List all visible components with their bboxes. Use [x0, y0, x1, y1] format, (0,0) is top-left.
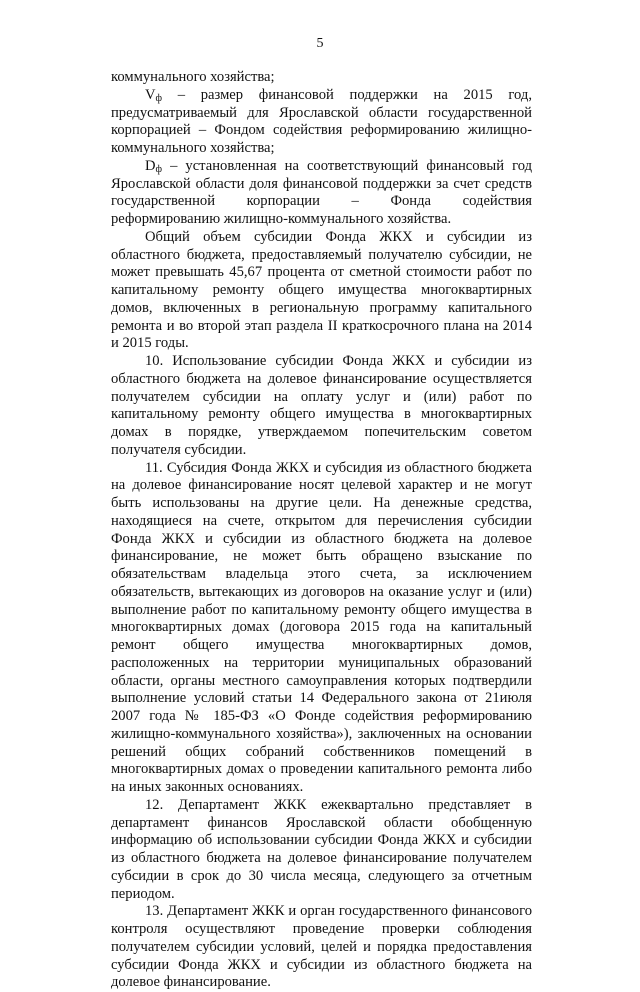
- paragraph-total-volume: [111, 229, 532, 353]
- paragraph-definition-d: [111, 158, 532, 229]
- paragraph-text: 12. Департамент ЖКК ежеквартально представляет в департамент финансов Ярославской области обобщенную информацию об использовании субсидии Фонда ЖКХ и субсидии из областного бюджета на долевое финансирование получателем субсидии в срок до 30 числа месяца, следующего за отчетным периодом.: [111, 796, 532, 902]
- paragraph-text: коммунального хозяйства;: [111, 69, 275, 85]
- paragraph-continuation: [111, 69, 532, 87]
- variable-subscript: ф: [155, 92, 163, 104]
- paragraph-text: – установленная на соответствующий финансовый год Ярославской области доля финансовой поддержки за счет средств государственной корпорации – Фонда содействия реформированию жилищно-коммунального хозяйства.: [111, 157, 532, 227]
- variable-subscript: ф: [155, 163, 163, 175]
- paragraph-text: 11. Субсидия Фонда ЖКХ и субсидия из областного бюджета на долевое финансирование носят целевой характер и не могут быть использованы на другие цели. На денежные средства, находящиеся на счете, открытом для перечисления субсидии Фонда ЖКХ и субсидии из областного бюджета на долевое финансирование, не может быть обращено взыскание по обязательствам владельца этого счета, за исключением обязательств, вытекающих из договоров на оказание услуг и (или) выполнение работ по капитальному ремонту общего имущества в многоквартирных домах (договора 2015 года на капитальный ремонт общего имущества многоквартирных домов, расположенных на территории муниципальных образований области, органы местного самоуправления которых подтвердили выполнение условий статьи 14 Федерального закона от 21июля 2007 года № 185-ФЗ «О Фонде содействия реформированию жилищно-коммунального хозяйства»), заключенных на основании решений общих собраний собственников помещений в многоквартирных домах о проведении капитального ремонта либо на иных законных основаниях.: [111, 459, 532, 795]
- paragraph-definition-v: [111, 87, 532, 158]
- paragraph-text: 13. Департамент ЖКК и орган государственного финансового контроля осуществляют проведение проверки соблюдения получателем субсидии условий, целей и порядка предоставления субсидии Фонда ЖКХ и субсидии из областного бюджета на долевое финансирование.: [111, 903, 532, 991]
- paragraph-text: 10. Использование субсидии Фонда ЖКХ и субсидии из областного бюджета на долевое финансирование осуществляется получателем субсидии на оплату услуг и (или) работ по капитальному ремонту общего имущества в многоквартирных домах в порядке, утверждаемом попечительским советом получателя субсидии.: [111, 353, 532, 458]
- variable-symbol: D: [145, 157, 156, 174]
- paragraph-text: – размер финансовой поддержки на 2015 год, предусматриваемый для Ярославской области государственной корпорацией – Фондом содействия реформированию жилищно-коммунального хозяйства;: [111, 86, 532, 156]
- paragraph-text: Общий объем субсидии Фонда ЖКХ и субсидии из областного бюджета, предоставляемый получателю субсидии, не может превышать 45,67 процента от сметной стоимости работ по капитальному ремонту общего имущества многоквартирных домов, включенных в региональную программу капитального ремонта и во второй этап раздела II краткосрочного плана на 2014 и 2015 годы.: [111, 228, 532, 352]
- paragraph-item-11: [111, 460, 532, 797]
- variable-symbol: V: [145, 86, 156, 103]
- paragraph-item-10: [111, 353, 532, 460]
- document-body: [111, 69, 532, 992]
- paragraph-item-12: [111, 797, 532, 904]
- page-number: 5: [316, 36, 324, 51]
- paragraph-item-13: [111, 903, 532, 992]
